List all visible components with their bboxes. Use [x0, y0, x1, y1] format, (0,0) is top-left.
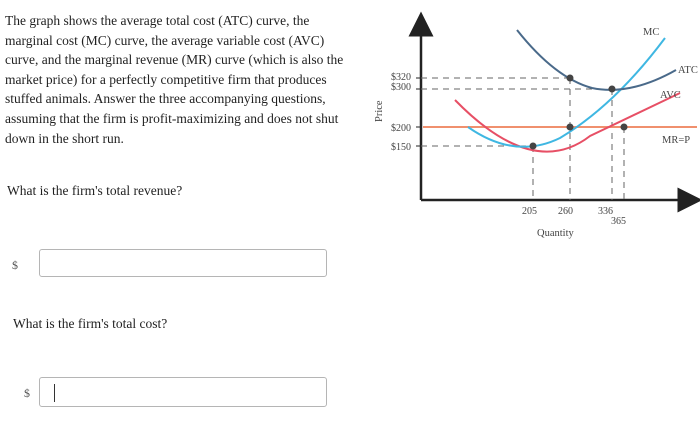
point-avc-mr: [621, 124, 628, 131]
point-atc-320: [567, 75, 574, 82]
ytick-label-200: $200: [391, 123, 411, 134]
y-axis-label: Price: [374, 100, 385, 122]
xtick-label-260: 260: [558, 206, 573, 217]
xtick-label-365: 365: [611, 216, 626, 227]
question-intro: The graph shows the average total cost (ATC) curve, the marginal cost (MC) curve, the average variable cost (AVC) curve, and the marginal revenue (MR) curve (which is also the market price) for a perfectly competitive firm that produces stuffed animals. Answer the three accompanying questions, assuming that the firm is profit-maximizing and does not shut down in the short run.: [5, 13, 344, 146]
point-atc-min: [609, 86, 616, 93]
ytick-label-300: $300: [391, 82, 411, 93]
question-total-cost: What is the firm's total cost?: [13, 316, 168, 331]
mc-label: MC: [643, 27, 660, 38]
avc-label: AVC: [660, 90, 681, 101]
mr-label: MR=P: [662, 135, 691, 146]
currency-symbol: $: [12, 258, 18, 272]
x-axis-label: Quantity: [537, 228, 574, 239]
ytick-label-150: $150: [391, 142, 411, 153]
xtick-label-336: 336: [598, 206, 613, 217]
avc-curve: [455, 93, 680, 152]
currency-symbol: $: [24, 386, 30, 400]
xtick-label-205: 205: [522, 206, 537, 217]
point-mc-mr: [567, 124, 574, 131]
ytick-label-320: $320: [391, 72, 411, 83]
question-total-revenue: What is the firm's total revenue?: [7, 183, 183, 198]
atc-curve: [517, 30, 676, 90]
point-avc-min: [530, 143, 537, 150]
mc-curve: [468, 38, 665, 147]
atc-label: ATC: [678, 65, 698, 76]
